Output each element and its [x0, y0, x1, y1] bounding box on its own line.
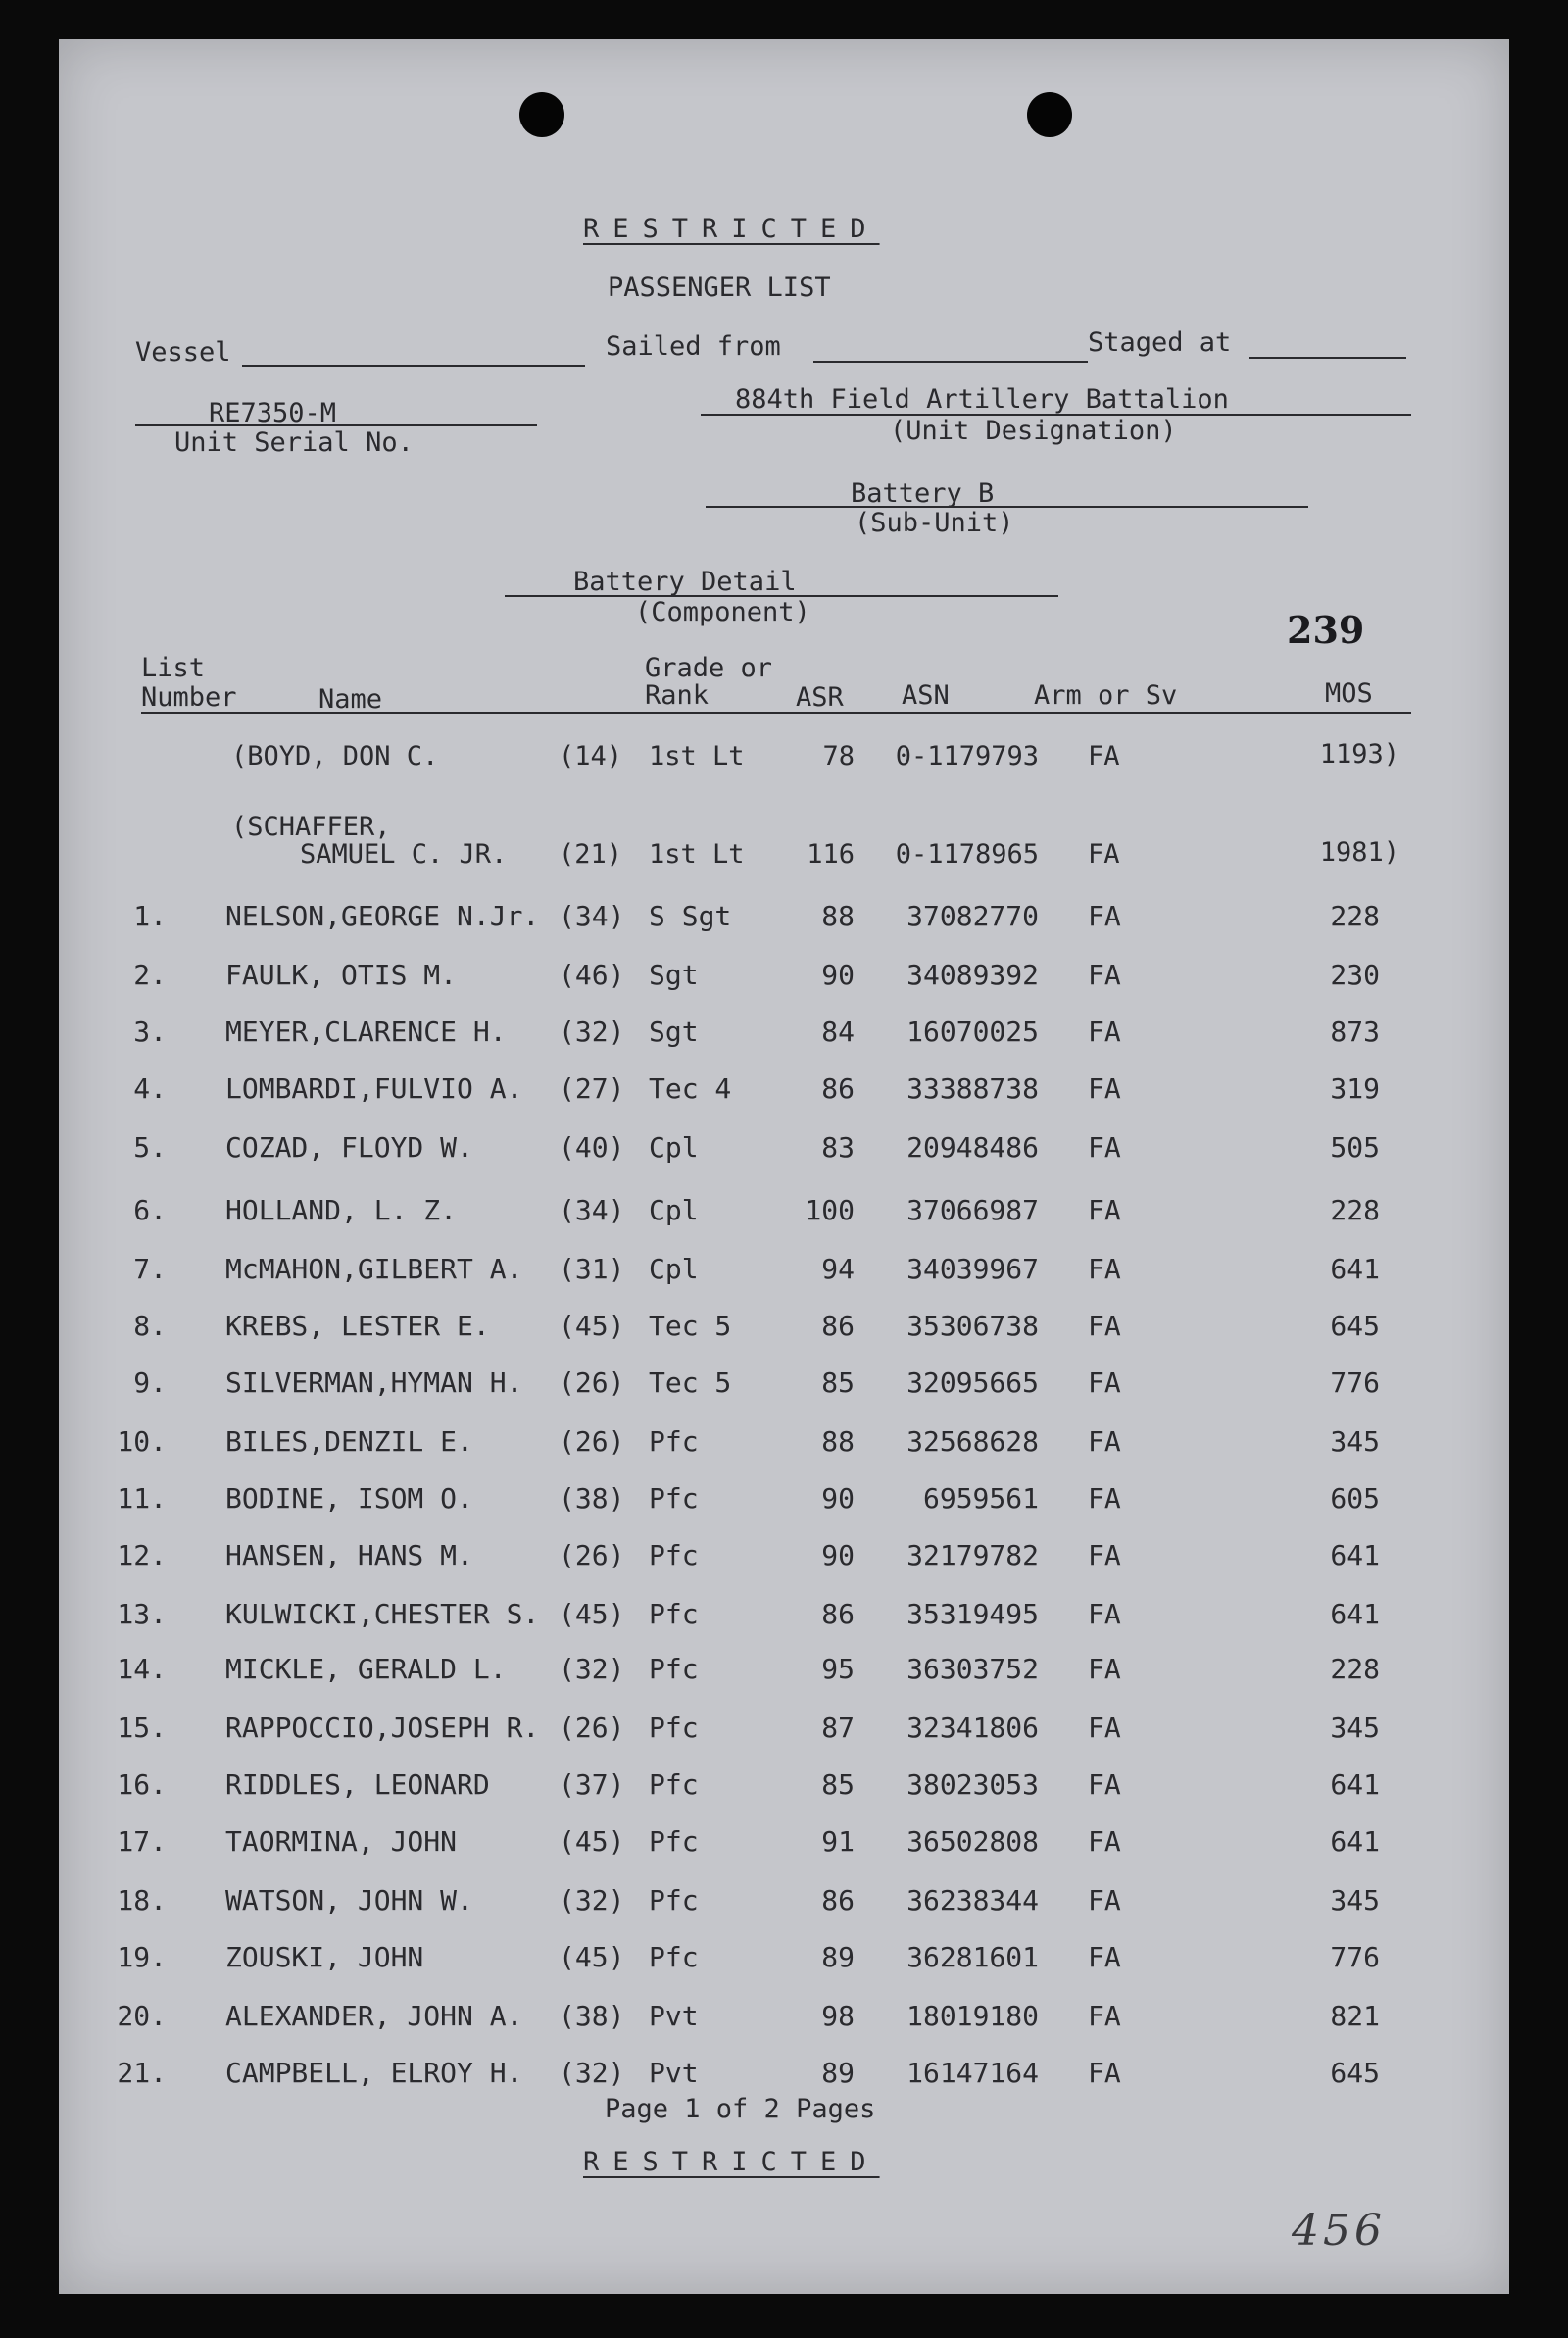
row-name: NELSON,GEORGE N.Jr. [225, 900, 540, 932]
row-number: 9. [133, 1367, 167, 1399]
row-arm: FA [1088, 1884, 1121, 1916]
row-asn: 32341806 [906, 1712, 1039, 1744]
officer-2-grade: 1st Lt [649, 839, 745, 870]
officer-1-asr: 78 [822, 741, 855, 771]
row-number: 10. [117, 1425, 167, 1458]
row-mos: 319 [1330, 1072, 1380, 1105]
row-number: 14. [117, 1653, 167, 1685]
col-list-line1: List [141, 653, 206, 683]
officer-2-age: (21) [559, 839, 623, 870]
row-name: FAULK, OTIS M. [225, 959, 458, 991]
row-asn: 36303752 [906, 1653, 1039, 1685]
row-age: (38) [559, 1482, 625, 1515]
row-grade: Pfc [649, 1482, 699, 1515]
row-number: 20. [117, 2000, 167, 2032]
officer-2-name-line1: (SCHAFFER, [231, 812, 391, 842]
row-grade: Tec 5 [649, 1310, 732, 1342]
staged-at-line [1250, 357, 1406, 359]
page-indicator: Page 1 of 2 Pages [605, 2094, 876, 2124]
row-grade: Pfc [649, 1539, 699, 1571]
row-number: 12. [117, 1539, 167, 1571]
vessel-line [242, 365, 585, 367]
row-number: 13. [117, 1598, 167, 1630]
row-mos: 345 [1330, 1425, 1380, 1458]
officer-1-arm: FA [1088, 741, 1120, 771]
officer-2-mos: 1981) [1319, 837, 1399, 868]
row-mos: 230 [1330, 959, 1380, 991]
restricted-bottom: RESTRICTED [583, 2147, 880, 2177]
row-age: (40) [559, 1131, 625, 1164]
row-mos: 345 [1330, 1884, 1380, 1916]
row-grade: Cpl [649, 1131, 699, 1164]
row-mos: 505 [1330, 1131, 1380, 1164]
row-asn: 36502808 [906, 1825, 1039, 1858]
row-name: ALEXANDER, JOHN A. [225, 2000, 523, 2032]
row-age: (26) [559, 1712, 625, 1744]
row-asn: 37082770 [906, 900, 1039, 932]
restricted-top: RESTRICTED [583, 214, 880, 244]
row-name: BILES,DENZIL E. [225, 1425, 473, 1458]
row-name: McMAHON,GILBERT A. [225, 1253, 523, 1285]
row-asr: 85 [821, 1367, 855, 1399]
row-age: (26) [559, 1367, 625, 1399]
staged-at-label: Staged at [1088, 327, 1232, 358]
col-arm: Arm or Sv [1034, 680, 1178, 711]
row-name: HANSEN, HANS M. [225, 1539, 473, 1571]
row-asr: 90 [821, 959, 855, 991]
row-age: (34) [559, 1194, 625, 1226]
officer-2-asn: 0-1178965 [895, 839, 1039, 870]
row-number: 21. [117, 2057, 167, 2089]
stamp-number: 239 [1287, 608, 1365, 652]
row-mos: 873 [1330, 1016, 1380, 1048]
sub-unit-caption: (Sub-Unit) [855, 508, 1014, 538]
row-age: (37) [559, 1768, 625, 1801]
sub-unit-value: Battery B [851, 478, 995, 509]
row-asn: 38023053 [906, 1768, 1039, 1801]
row-mos: 641 [1330, 1598, 1380, 1630]
row-asr: 98 [821, 2000, 855, 2032]
row-name: MICKLE, GERALD L. [225, 1653, 507, 1685]
row-asn: 16070025 [906, 1016, 1039, 1048]
col-mos: MOS [1325, 678, 1373, 709]
document-title: PASSENGER LIST [608, 273, 831, 303]
row-arm: FA [1088, 959, 1121, 991]
row-number: 18. [117, 1884, 167, 1916]
row-grade: Tec 5 [649, 1367, 732, 1399]
officer-1-asn: 0-1179793 [895, 741, 1039, 771]
row-asr: 85 [821, 1768, 855, 1801]
row-asn: 36238344 [906, 1884, 1039, 1916]
row-asn: 36281601 [906, 1941, 1039, 1973]
row-arm: FA [1088, 1653, 1121, 1685]
row-age: (45) [559, 1598, 625, 1630]
row-mos: 228 [1330, 900, 1380, 932]
col-asn: ASN [902, 680, 950, 711]
row-asn: 32179782 [906, 1539, 1039, 1571]
row-arm: FA [1088, 1131, 1121, 1164]
row-grade: Pfc [649, 1941, 699, 1973]
row-asr: 86 [821, 1598, 855, 1630]
row-asr: 100 [805, 1194, 855, 1226]
row-name: BODINE, ISOM O. [225, 1482, 473, 1515]
row-mos: 645 [1330, 2057, 1380, 2089]
row-arm: FA [1088, 2057, 1121, 2089]
row-grade: Pfc [649, 1884, 699, 1916]
row-age: (26) [559, 1539, 625, 1571]
officer-2-name-line2: SAMUEL C. JR. [300, 839, 508, 870]
sailed-from-label: Sailed from [606, 331, 781, 362]
row-grade: Sgt [649, 1016, 699, 1048]
row-grade: Pfc [649, 1425, 699, 1458]
row-mos: 605 [1330, 1482, 1380, 1515]
row-asn: 32568628 [906, 1425, 1039, 1458]
row-number: 16. [117, 1768, 167, 1801]
row-asn: 35306738 [906, 1310, 1039, 1342]
row-asr: 91 [821, 1825, 855, 1858]
row-name: TAORMINA, JOHN [225, 1825, 458, 1858]
row-name: KREBS, LESTER E. [225, 1310, 490, 1342]
row-number: 11. [117, 1482, 167, 1515]
row-asr: 86 [821, 1072, 855, 1105]
row-number: 5. [133, 1131, 167, 1164]
row-number: 8. [133, 1310, 167, 1342]
row-asr: 90 [821, 1539, 855, 1571]
row-asn: 37066987 [906, 1194, 1039, 1226]
row-mos: 776 [1330, 1941, 1380, 1973]
row-mos: 228 [1330, 1194, 1380, 1226]
row-name: LOMBARDI,FULVIO A. [225, 1072, 523, 1105]
row-arm: FA [1088, 1598, 1121, 1630]
punch-hole-left [519, 92, 564, 137]
row-asr: 88 [821, 900, 855, 932]
row-arm: FA [1088, 2000, 1121, 2032]
row-arm: FA [1088, 1941, 1121, 1973]
row-name: ZOUSKI, JOHN [225, 1941, 424, 1973]
row-mos: 641 [1330, 1768, 1380, 1801]
officer-1-age: (14) [559, 741, 623, 771]
row-grade: Pvt [649, 2057, 699, 2089]
row-mos: 641 [1330, 1825, 1380, 1858]
component-value: Battery Detail [573, 567, 797, 597]
row-mos: 228 [1330, 1653, 1380, 1685]
row-age: (45) [559, 1941, 625, 1973]
row-grade: Tec 4 [649, 1072, 732, 1105]
row-asn: 18019180 [906, 2000, 1039, 2032]
row-grade: Sgt [649, 959, 699, 991]
row-grade: S Sgt [649, 900, 732, 932]
row-number: 2. [133, 959, 167, 991]
row-mos: 641 [1330, 1253, 1380, 1285]
row-arm: FA [1088, 1016, 1121, 1048]
row-grade: Pfc [649, 1598, 699, 1630]
handwritten-number: 456 [1292, 2206, 1386, 2256]
document-page [59, 39, 1509, 2294]
row-asn: 16147164 [906, 2057, 1039, 2089]
row-name: RAPPOCCIO,JOSEPH R. [225, 1712, 540, 1744]
row-age: (45) [559, 1825, 625, 1858]
row-asn: 34089392 [906, 959, 1039, 991]
row-asr: 95 [821, 1653, 855, 1685]
row-asn: 33388738 [906, 1072, 1039, 1105]
officer-1-mos: 1193) [1319, 739, 1399, 770]
row-arm: FA [1088, 1194, 1121, 1226]
row-number: 17. [117, 1825, 167, 1858]
officer-2-arm: FA [1088, 839, 1120, 870]
row-number: 19. [117, 1941, 167, 1973]
row-number: 15. [117, 1712, 167, 1744]
row-asr: 86 [821, 1884, 855, 1916]
row-name: MEYER,CLARENCE H. [225, 1016, 507, 1048]
row-age: (32) [559, 1016, 625, 1048]
row-arm: FA [1088, 1253, 1121, 1285]
row-asn: 32095665 [906, 1367, 1039, 1399]
row-asn: 34039967 [906, 1253, 1039, 1285]
row-asr: 89 [821, 1941, 855, 1973]
row-arm: FA [1088, 1367, 1121, 1399]
col-grade-line1: Grade or [645, 653, 773, 683]
row-grade: Pfc [649, 1825, 699, 1858]
row-grade: Pvt [649, 2000, 699, 2032]
row-number: 4. [133, 1072, 167, 1105]
row-age: (34) [559, 900, 625, 932]
row-age: (38) [559, 2000, 625, 2032]
row-grade: Cpl [649, 1253, 699, 1285]
row-age: (27) [559, 1072, 625, 1105]
row-number: 1. [133, 900, 167, 932]
row-age: (46) [559, 959, 625, 991]
row-asr: 84 [821, 1016, 855, 1048]
row-asr: 94 [821, 1253, 855, 1285]
row-arm: FA [1088, 1072, 1121, 1105]
row-name: COZAD, FLOYD W. [225, 1131, 473, 1164]
officer-1-grade: 1st Lt [649, 741, 745, 771]
row-arm: FA [1088, 1712, 1121, 1744]
row-age: (45) [559, 1310, 625, 1342]
row-number: 7. [133, 1253, 167, 1285]
row-asn: 6959561 [922, 1482, 1039, 1515]
row-name: HOLLAND, L. Z. [225, 1194, 458, 1226]
row-name: SILVERMAN,HYMAN H. [225, 1367, 523, 1399]
row-asr: 89 [821, 2057, 855, 2089]
row-arm: FA [1088, 1539, 1121, 1571]
row-asr: 87 [821, 1712, 855, 1744]
row-grade: Pfc [649, 1768, 699, 1801]
row-asr: 90 [821, 1482, 855, 1515]
unit-designation-value: 884th Field Artillery Battalion [735, 384, 1229, 415]
row-mos: 821 [1330, 2000, 1380, 2032]
row-asr: 88 [821, 1425, 855, 1458]
row-grade: Cpl [649, 1194, 699, 1226]
header-underline [141, 712, 1411, 714]
row-asr: 86 [821, 1310, 855, 1342]
row-name: WATSON, JOHN W. [225, 1884, 473, 1916]
col-list-line2: Number [141, 682, 237, 713]
row-mos: 345 [1330, 1712, 1380, 1744]
row-arm: FA [1088, 1310, 1121, 1342]
row-age: (26) [559, 1425, 625, 1458]
unit-serial-line [135, 424, 537, 426]
row-name: KULWICKI,CHESTER S. [225, 1598, 540, 1630]
row-asn: 20948486 [906, 1131, 1039, 1164]
row-mos: 641 [1330, 1539, 1380, 1571]
vessel-label: Vessel [135, 337, 231, 368]
punch-hole-right [1027, 92, 1072, 137]
row-asr: 83 [821, 1131, 855, 1164]
officer-2-asr: 116 [807, 839, 855, 870]
row-number: 6. [133, 1194, 167, 1226]
col-grade-line2: Rank [645, 680, 710, 711]
row-arm: FA [1088, 1768, 1121, 1801]
col-asr: ASR [796, 682, 844, 713]
row-age: (32) [559, 1653, 625, 1685]
row-name: CAMPBELL, ELROY H. [225, 2057, 523, 2089]
row-arm: FA [1088, 1482, 1121, 1515]
unit-serial-caption: Unit Serial No. [174, 427, 414, 458]
row-age: (31) [559, 1253, 625, 1285]
row-name: RIDDLES, LEONARD [225, 1768, 490, 1801]
row-number: 3. [133, 1016, 167, 1048]
unit-designation-caption: (Unit Designation) [890, 416, 1177, 446]
component-caption: (Component) [635, 597, 810, 627]
officer-1-name: (BOYD, DON C. [231, 741, 439, 771]
row-arm: FA [1088, 900, 1121, 932]
row-arm: FA [1088, 1425, 1121, 1458]
row-grade: Pfc [649, 1712, 699, 1744]
row-arm: FA [1088, 1825, 1121, 1858]
row-asn: 35319495 [906, 1598, 1039, 1630]
col-name: Name [318, 684, 383, 715]
row-grade: Pfc [649, 1653, 699, 1685]
row-mos: 776 [1330, 1367, 1380, 1399]
row-age: (32) [559, 1884, 625, 1916]
unit-serial-value: RE7350-M [209, 398, 337, 428]
sailed-from-line [813, 361, 1088, 363]
row-age: (32) [559, 2057, 625, 2089]
row-mos: 645 [1330, 1310, 1380, 1342]
